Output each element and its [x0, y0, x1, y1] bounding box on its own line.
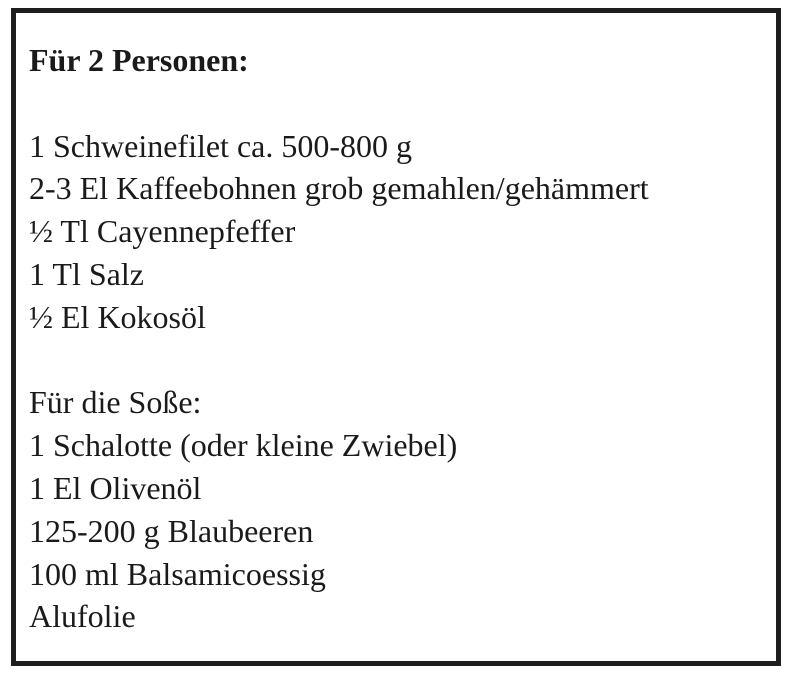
- sauce-ingredient-list: [29, 424, 766, 638]
- recipe-content: [29, 39, 766, 638]
- sauce-ingredient-item: 100 ml Balsamicoessig: [29, 555, 326, 592]
- ingredient-item: ½ Tl Cayennepfeffer: [29, 213, 296, 250]
- ingredient-list: [29, 125, 766, 339]
- sauce-ingredient-item: Alufolie: [29, 598, 136, 635]
- sauce-ingredient-item: 1 Schalotte (oder kleine Zwiebel): [29, 427, 458, 464]
- spacer: [29, 82, 766, 125]
- ingredient-item: 2-3 El Kaffeebohnen grob gemahlen/gehämmert: [29, 170, 649, 207]
- recipe-box: [11, 8, 781, 666]
- sauce-ingredient-item: 1 El Olivenöl: [29, 469, 202, 506]
- servings-heading: Für 2 Personen:: [29, 42, 249, 78]
- ingredient-item: 1 Tl Salz: [29, 255, 144, 292]
- sauce-heading: Für die Soße:: [29, 384, 202, 421]
- spacer: [29, 339, 766, 382]
- sauce-ingredient-item: 125-200 g Blaubeeren: [29, 512, 314, 549]
- ingredient-item: ½ El Kokosöl: [29, 298, 206, 335]
- ingredient-item: 1 Schweinefilet ca. 500-800 g: [29, 127, 412, 164]
